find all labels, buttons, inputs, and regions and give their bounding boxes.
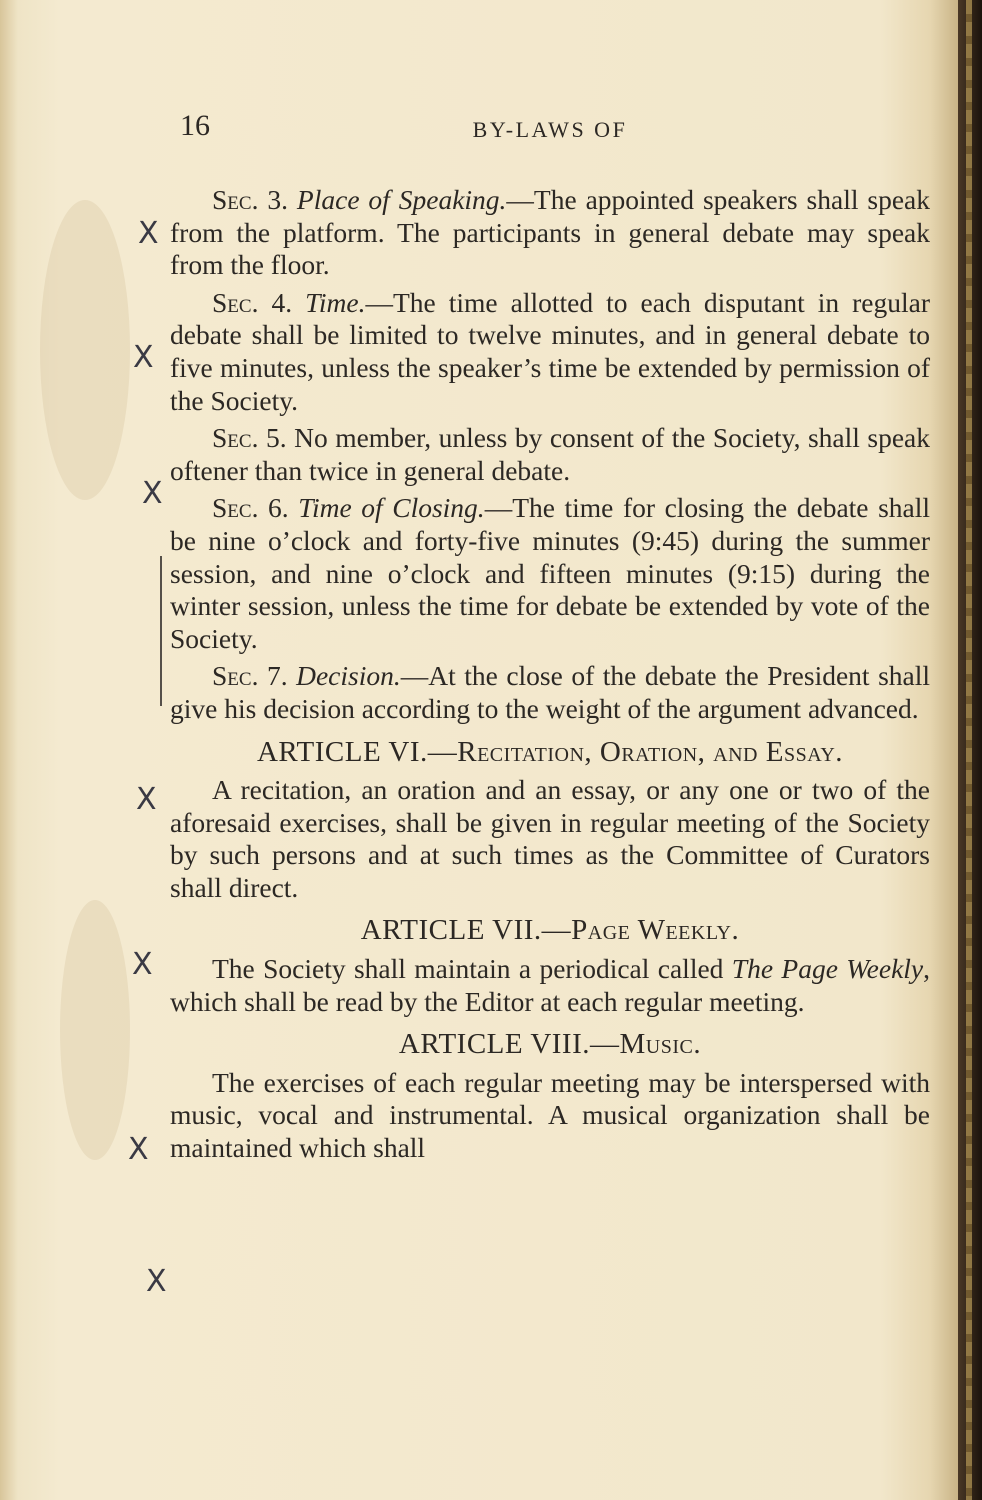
section-label: Sec. 5. <box>212 422 287 454</box>
section-4 <box>170 287 930 417</box>
section-body: —The appointed speakers shall speak from the platform. The participants in general debate may speak from the floor. <box>170 184 931 281</box>
article-heading: ARTICLE VI. <box>256 735 428 768</box>
margin-bracket-line <box>160 556 162 706</box>
article-subtitle: —Page Weekly. <box>541 914 740 947</box>
section-7 <box>170 660 930 725</box>
margin-x-mark: X <box>136 782 157 817</box>
section-5 <box>170 422 930 487</box>
article-7-body <box>170 953 930 1018</box>
section-body: No member, unless by consent of the Society, shall speak oftener than twice in general debate. <box>170 422 931 486</box>
section-label: Sec. 6. <box>212 492 289 524</box>
page-text-block <box>170 110 930 1170</box>
article-subtitle: —Recitation, Oration, and Essay. <box>427 735 844 768</box>
paper-stain <box>40 200 130 500</box>
margin-x-mark: X <box>133 340 154 375</box>
paper-stain <box>60 900 130 1160</box>
article-body: The Society shall maintain a periodical called <box>212 953 732 985</box>
article-subtitle: —Music. <box>589 1028 702 1061</box>
section-title: Decision. <box>296 660 401 692</box>
section-title: Time of Closing. <box>298 492 485 524</box>
section-label: Sec. 3. <box>212 184 288 215</box>
section-body: —The time allotted to each disputant in regular debate shall be limited to twelve minutes, and in general debate to five minutes, unless the speaker’s time be extended by permission of the Society. <box>170 286 931 416</box>
section-body: —The time for closing the debate shall be nine o’clock and forty-five minutes (9:45) during the summer session, and nine o’clock and fifteen minutes (9:15) during the winter session, unless the time for debate be extended by vote of the Society. <box>170 492 931 654</box>
margin-x-mark: X <box>132 947 153 982</box>
section-3 <box>170 184 930 282</box>
margin-x-mark: X <box>128 1132 149 1167</box>
margin-x-mark: X <box>142 476 163 511</box>
article-heading: ARTICLE VIII. <box>398 1028 590 1061</box>
article-heading: ARTICLE VII. <box>360 914 542 947</box>
margin-x-mark: X <box>146 1264 167 1299</box>
section-label: Sec. 4. <box>212 286 293 318</box>
article-6-heading <box>170 736 930 769</box>
page-header <box>170 110 930 154</box>
article-body: The exercises of each regular meeting may be interspersed with music, vocal and instrumental. A musical organization shall be maintained which shall <box>170 1066 930 1164</box>
article-body: , which shall be read by the Editor at each regular meeting. <box>170 953 930 1017</box>
page-number: 16 <box>180 109 210 142</box>
section-body: —At the close of the debate the President shall give his decision according to the weight of the argument advanced. <box>170 660 931 724</box>
section-title: Time. <box>305 286 366 318</box>
article-6-body <box>170 774 930 904</box>
book-spine-gilt <box>966 0 972 1500</box>
margin-x-mark: X <box>138 216 159 251</box>
section-title: Place of Speaking. <box>296 184 507 215</box>
article-body: A recitation, an oration and an essay, or any one or two of the aforesaid exercises, shall be given in regular meeting of the Society by such persons and at such times as the Committee of Curators shall direct. <box>170 774 930 903</box>
periodical-title: The Page Weekly <box>731 953 924 985</box>
running-head: BY-LAWS OF <box>472 117 628 142</box>
article-8-body <box>170 1067 930 1165</box>
article-7-heading <box>170 914 930 947</box>
section-6 <box>170 492 930 655</box>
article-8-heading <box>170 1028 930 1061</box>
section-label: Sec. 7. <box>212 660 288 692</box>
